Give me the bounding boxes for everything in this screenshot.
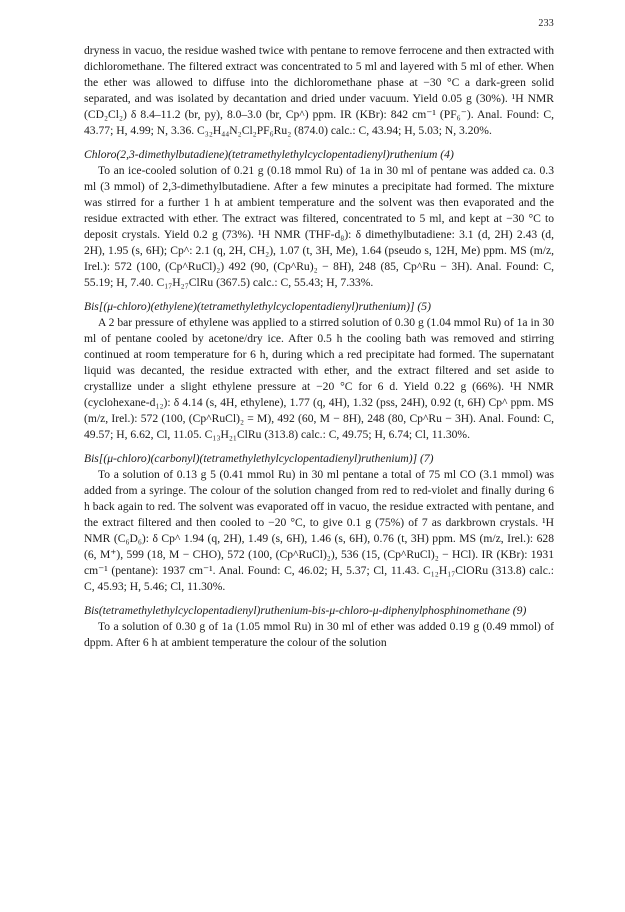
paragraph-dryness: dryness in vacuo, the residue washed twice with pentane to remove ferrocene and then extracted with dichloromethane. The filtered extract was concentrated to 5 ml and layered with 5 ml of ether. When the ether was allowed to diffuse into the dichloromethane phase at −30 °C a dark-green solid separated, and was isolated by decantation and dried under vacuum. Yield 0.05 g (30%). ¹H NMR (CD₂Cl₂) δ 8.4–11.2 (br, py), 8.0–3.0 (br, Cp^) ppm. IR (KBr): 842 cm⁻¹ (PF₆⁻). Anal. Found: C, 43.77; H, 4.99; N, 3.36. C₃₂H₄₄N₂Cl₂PF₆Ru₂ (874.0) calc.: C, 43.94; H, 5.03; N, 3.20%. — [84, 44, 555, 137]
section-heading-compound-5: Bis[(μ-chloro)(ethylene)(tetramethylethylcyclopentadienyl)ruthenium)] (5) — [84, 300, 431, 313]
section-heading-compound-4: Chloro(2,3-dimethylbutadiene)(tetramethylethylcyclopentadienyl)ruthenium (4) — [84, 148, 454, 161]
paragraph-compound-9: To a solution of 0.30 g of 1a (1.05 mmol Ru) in 30 ml of ether was added 0.19 g (0.49 mmol) of dppm. After 6 h at ambient temperature the colour of the solution — [84, 620, 554, 649]
section-heading-compound-7: Bis[(μ-chloro)(carbonyl)(tetramethylethylcyclopentadienyl)ruthenium)] (7) — [84, 452, 434, 465]
paragraph-compound-4: To an ice-cooled solution of 0.21 g (0.18 mmol Ru) of 1a in 30 ml of pentane was added ca. 0.3 ml (3 mmol) of 2,3-dimethylbutadiene. After a few minutes a precipitate had formed. The mixture was stirred for a further 1 h at ambient temperature and the solvent was then evaporated and the residue extracted with ether. The extract was filtered, concentrated to 5 ml, and kept at −30 °C to deposit crystals. Yield 0.2 g (73%). ¹H NMR (THF-d₈): δ dimethylbutadiene: 3.1 (d, 2H) 2.43 (d, 2H), 1.95 (s, 6H); Cp^: 2.1 (q, 2H, CH₂), 1.07 (t, 3H, Me), 1.64 (pseudo s, 12H, Me) ppm. MS (m/z, Irel.): 572 (100, (Cp^RuCl)₂) 492 (90, (Cp^Ru)₂ − 8H), 248 (85, Cp^Ru − 3H). Anal. Found: C, 55.19; H, 7.40. C₁₇H₂₇ClRu (367.5) calc.: C, 55.43; H, 7.33%. — [84, 164, 554, 289]
paragraph-compound-5: A 2 bar pressure of ethylene was applied to a stirred solution of 0.30 g (1.04 mmol Ru) of 1a in 30 ml of pentane cooled by acetone/dry ice. After 0.5 h the cooling bath was removed and stirring continued at room temperature for 6 h, during which a red precipitate had formed. The supernatant liquid was decanted, the residue extracted with ether, and the extract filtered and set aside to crystallize under a slight ethylene pressure at −20 °C for 6 d. Yield 0.22 g (66%). ¹H NMR (cyclohexane-d₁₂): δ 4.14 (s, 4H, ethylene), 1.77 (q, 4H), 1.32 (pss, 24H), 0.92 (t, 6H) Cp^ ppm. MS (m/z, Irel.): 572 (100, (Cp^RuCl)₂ = M), 492 (60, M − 8H), 248 (80, Cp^Ru − 3H). Anal. Found: C, 49.57; H, 6.62, Cl, 11.05. C₁₃H₂₁ClRu (313.8) calc.: C, 49.75; H, 6.74; Cl, 11.30%. — [84, 316, 554, 441]
page-number: 233 — [538, 18, 554, 29]
paragraph-compound-7: To a solution of 0.13 g 5 (0.41 mmol Ru) in 30 ml pentane a total of 75 ml CO (3.1 mmol) was added from a syringe. The colour of the solution changed from red to red-violet and finally during 6 h back again to red. The solvent was evaporated off in vacuo, the residue extracted with pentane, and the extract filtered and then cooled to −20 °C, to give 0.1 g (75%) of 7 as darkbrown crystals. ¹H NMR (C₆D₆): δ Cp^ 1.94 (q, 2H), 1.49 (s, 6H), 1.46 (s, 6H), 0.76 (t, 3H) ppm. MS (m/z, Irel.): 628 (6, M⁺), 599 (18, M − CHO), 572 (100, (Cp^RuCl)₂), 536 (15, (Cp^RuCl)₂ − HCl). IR (KBr): 1931 cm⁻¹ (pentane): 1937 cm⁻¹. Anal. Found: C, 46.02; H, 5.37; Cl, 11.43. C₁₂H₁₇ClORu (313.8) calc.: C, 45.93; H, 5.46; Cl, 11.30%. — [84, 468, 554, 593]
section-heading-compound-9: Bis(tetramethylethylcyclopentadienyl)ruthenium-bis-μ-chloro-μ-diphenylphosphinomethane (9) — [84, 604, 527, 617]
page — [84, 18, 554, 651]
